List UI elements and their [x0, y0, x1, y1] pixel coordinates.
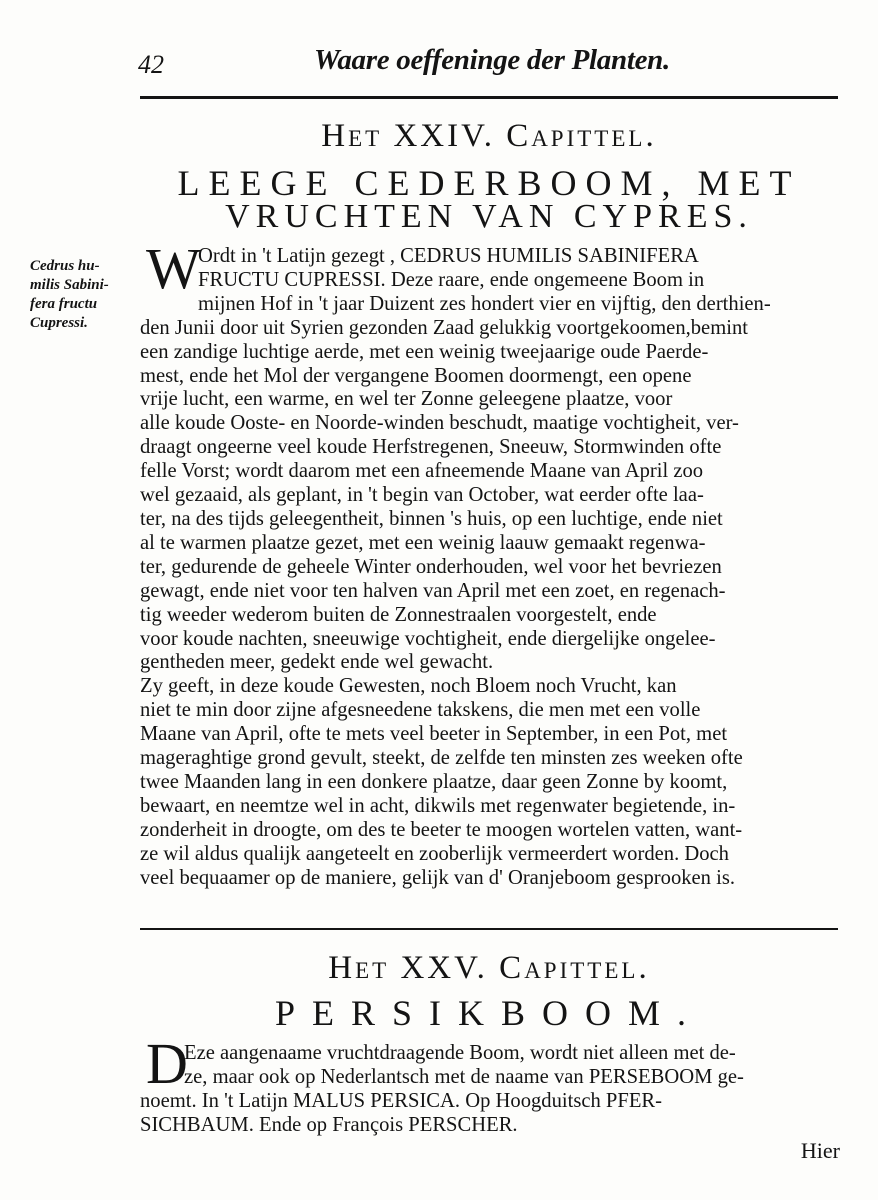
text-line: Maane van April, ofte te mets veel beeter in September, in een Pot, met [140, 723, 728, 746]
text-line: mageraghtige grond gevult, steekt, de zelfde ten minsten zes weeken ofte [140, 747, 743, 770]
chapter-25-dropcap: D [146, 1031, 188, 1096]
text-line: ter, gedurende de geheele Winter onderhouden, wel voor het bevriezen [140, 555, 722, 578]
text-line: SICHBAUM. Ende op François PERSCHER. [140, 1113, 518, 1136]
text-line: ter, na des tijds geleegentheit, binnen 's huis, op een luchtige, ende niet [140, 507, 723, 530]
text-line: ze, maar ook op Nederlantsch met de naame van PERSEBOOM ge- [184, 1065, 744, 1088]
chapter-24-title-line-1: LEEGE CEDERBOOM, MET [177, 163, 801, 203]
text-line: draagt ongeerne veel koude Herfstregenen, Sneeuw, Stormwinden ofte [140, 436, 722, 459]
chapter-24-body [140, 245, 852, 890]
text-line: Eze aangenaame vruchtdraagende Boom, wordt niet alleen met de- [184, 1042, 736, 1064]
text-line: tig weeder wederom buiten de Zonnestraalen voorgestelt, ende [140, 603, 657, 626]
text-line: mest, ende het Mol der vergangene Boomen doormengt, een opene [140, 364, 692, 387]
text-line: vrije lucht, een warme, en wel ter Zonne geleegene plaatze, voor [140, 388, 673, 411]
margin-note-line: Cupressi. [30, 315, 88, 331]
text-line: twee Maanden lang in een donkere plaatze, daar geen Zonne by koomt, [140, 770, 728, 793]
chapter-25-heading: Het XXV. Capittel. [328, 950, 650, 986]
text-line: mijnen Hof in 't jaar Duizent zes hondert vier en vijftig, den derthien- [198, 292, 771, 315]
margin-note-line: fera fructu [30, 296, 98, 312]
running-title: Waare oeffeninge der Planten. [314, 44, 670, 76]
chapter-24-title-line-2: VRUCHTEN VAN CYPRES. [225, 198, 753, 235]
chapter-25-title: PERSIKBOOM. [274, 993, 704, 1033]
page-number: 42 [138, 50, 164, 79]
margin-note-line: milis Sabini- [30, 277, 109, 293]
text-line: FRUCTU CUPRESSI. Deze raare, ende ongemeene Boom in [198, 268, 705, 291]
text-line: noemt. In 't Latijn MALUS PERSICA. Op Hoogduitsch PFER- [140, 1089, 663, 1112]
section-rule [140, 928, 838, 930]
text-line: al te warmen plaatze gezet, met een weinig laauw gemaakt regenwa- [140, 531, 706, 554]
text-line: gentheden meer, gedekt ende wel gewacht. [140, 651, 494, 674]
margin-note-line: Cedrus hu- [30, 258, 100, 274]
text-line: bewaart, en neemtze wel in acht, dikwils met regenwater begietende, in- [140, 794, 736, 817]
margin-note [30, 257, 135, 333]
chapter-25-body [140, 1042, 852, 1138]
text-line: een zandige luchtige aerde, met een weinig tweejaarige oude Paerde- [140, 340, 709, 363]
text-line: den Junii door uit Syrien gezonden Zaad gelukkig voortgekoomen,bemint [140, 316, 748, 339]
text-line: Zy geeft, in deze koude Gewesten, noch Bloem noch Vrucht, kan [140, 675, 677, 698]
catchword: Hier [800, 1138, 840, 1163]
header-rule [140, 96, 838, 99]
text-line: felle Vorst; wordt daarom met een afneemende Maane van April zoo [140, 460, 704, 483]
text-line: ze wil aldus qualijk aangeteelt en zooberlijk vermeerdert worden. Doch [140, 842, 729, 865]
chapter-24-dropcap: W [146, 236, 201, 301]
text-line: zonderheit in droogte, om des te beeter te moogen wortelen vatten, want- [140, 818, 743, 841]
chapter-24-heading: Het XXIV. Capittel. [321, 118, 657, 154]
page-header [138, 42, 838, 82]
text-line: veel bequaamer op de maniere, gelijk van d' Oranjeboom gesprooken is. [140, 866, 736, 889]
text-line: Ordt in 't Latijn gezegt , CEDRUS HUMILIS SABINIFERA [198, 245, 699, 267]
text-line: alle koude Ooste- en Noorde-winden beschudt, maatige vochtigheit, ver- [140, 412, 739, 435]
text-line: gewagt, ende niet voor ten halven van April met een zoet, en regenach- [140, 579, 726, 602]
text-line: voor koude nachten, sneeuwige vochtigheit, ende diergelijke ongelee- [140, 627, 716, 650]
text-line: wel gezaaid, als geplant, in 't begin van October, wat eerder ofte laa- [140, 484, 704, 507]
text-line: niet te min door zijne afgesneedene takskens, die men met een volle [140, 699, 701, 722]
